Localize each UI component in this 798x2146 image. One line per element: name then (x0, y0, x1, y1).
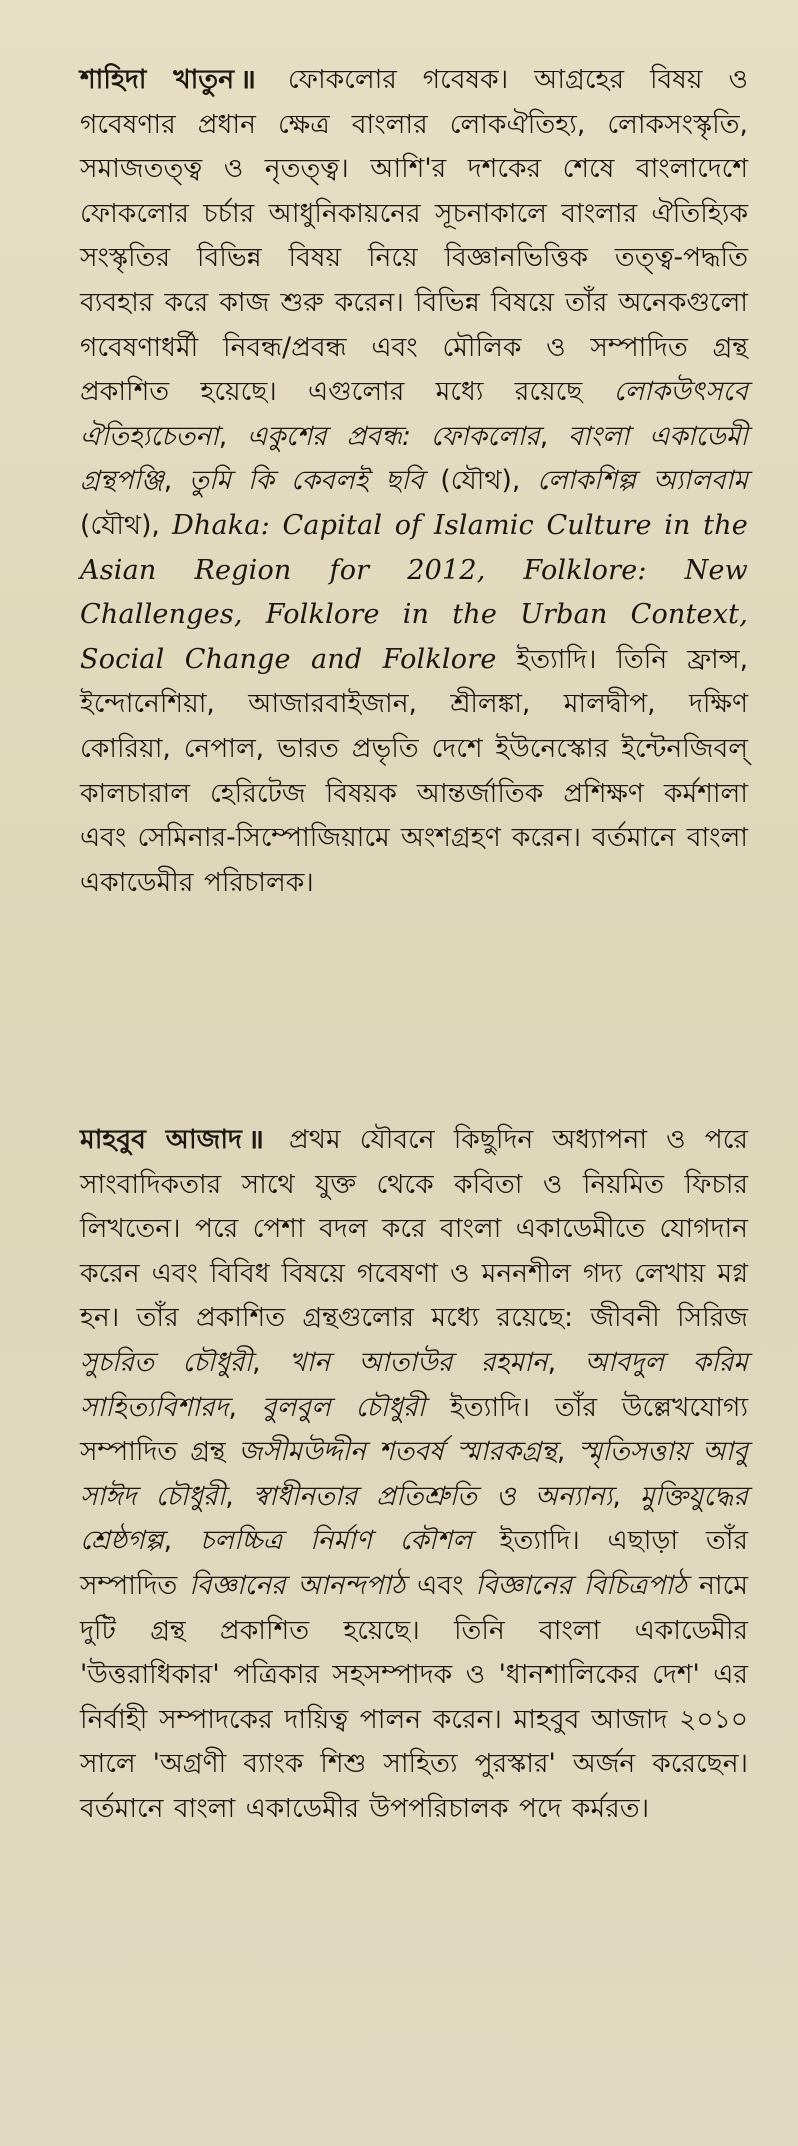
book-title: তুমি কি কেবলই ছবি (188, 465, 424, 497)
punctuation: , (225, 1480, 234, 1512)
conjunction: এবং (417, 1569, 464, 1601)
bio-outro: নামে দুটি গ্রন্থ প্রকাশিত হয়েছে। তিনি বাংলা একাডেমীর 'উত্তরাধিকার' পত্রিকার সহসম্পাদক ও 'ধানশালিকের দেশ' এর নির্বাহী সম্পাদকের দায়িত্ব পালন করেন। মাহবুব আজাদ ২০১০ সালে 'অগ্রণী ব্যাংক শিশু সাহিত্য পুরস্কার' অর্জন করেছেন। বর্তমানে বাংলা একাডেমীর উপপরিচালক পদে কর্মরত। (80, 1569, 748, 1824)
name-separator: ॥ (240, 64, 256, 95)
book-title: স্বাধীনতার প্রতিশ্রুতি ও অন্যান্য (252, 1480, 613, 1512)
bio-outro: ইত্যাদি। তিনি ফ্রান্স, ইন্দোনেশিয়া, আজারবাইজান, শ্রীলঙ্কা, মালদ্বীপ, দক্ষিণ কোরিয়া, নেপাল, ভারত প্রভৃতি দেশে ইউনেস্কোর ইন্টেনজিবল্ কালচারাল হেরিটেজ বিষয়ক আন্তর্জাতিক প্রশিক্ষণ কর্মশালা এবং সেমিনার-সিম্পোজিয়ামে অংশগ্রহণ করেন। বর্তমানে বাংলা একাডেমীর পরিচালক। (80, 643, 748, 898)
author-bio-mahbub-azad (80, 1118, 748, 1832)
book-title: লোকশিল্প অ্যালবাম (537, 465, 748, 497)
author-name: মাহবুব আজাদ (80, 1124, 242, 1155)
book-title: বুলবুল চৌধুরী (261, 1391, 426, 1423)
punctuation: , (218, 420, 228, 452)
book-title: একুশের প্রবন্ধ: ফোকলোর (247, 420, 540, 452)
book-title: স্মৃতিসত্তায় আবু সাঈদ চৌধুরী (80, 1436, 748, 1512)
author-name: শাহিদা খাতুন (80, 64, 235, 95)
book-title: জসীমউদ্দীন শতবর্ষ স্মারকগ্রন্থ (238, 1436, 557, 1468)
punctuation: , (163, 465, 173, 497)
punctuation: , (556, 1436, 566, 1468)
joint-note: (যৌথ), (440, 465, 521, 497)
bio-mid: ইত্যাদি। তাঁর উল্লেখযোগ্য সম্পাদিত গ্রন্থ (80, 1391, 748, 1468)
book-title: আবদুল করিম সাহিত্যবিশারদ (80, 1346, 748, 1423)
bio-paragraph (80, 58, 748, 905)
punctuation: , (228, 1391, 237, 1423)
book-title: চলচ্চিত্র নির্মাণ কৌশল (199, 1525, 472, 1557)
bio-intro: ফোকলোর গবেষক। আগ্রহের বিষয় ও গবেষণার প্রধান ক্ষেত্র বাংলার লোকঐতিহ্য, লোকসংস্কৃতি, সমাজতত্ত্ব ও নৃতত্ত্ব। আশি'র দশকের শেষে বাংলাদেশে ফোকলোর চর্চার আধুনিকায়নের সূচনাকালে বাংলার ঐতিহ্যিক সংস্কৃতির বিভিন্ন বিষয় নিয়ে বিজ্ঞানভিত্তিক তত্ত্ব-পদ্ধতি ব্যবহার করে কাজ শুরু করেন। বিভিন্ন বিষয়ে তাঁর অনেকগুলো গবেষণাধর্মী নিবন্ধ/প্রবন্ধ এবং মৌলিক ও সম্পাদিত গ্রন্থ প্রকাশিত হয়েছে। এগুলোর মধ্যে রয়েছে (80, 64, 748, 408)
book-title: মুক্তিযুদ্ধের শ্রেষ্ঠগল্প (80, 1480, 748, 1557)
joint-note: (যৌথ), (80, 509, 160, 541)
punctuation: , (612, 1480, 621, 1512)
book-title: খান আতাউর রহমান (289, 1346, 548, 1378)
book-title: বিজ্ঞানের বিচিত্রপাঠ (475, 1569, 688, 1601)
book-title: বিজ্ঞানের আনন্দপাঠ (189, 1569, 406, 1601)
punctuation: , (252, 1346, 261, 1378)
english-book-titles: Dhaka: Capital of Islamic Culture in the Asian Region for 2012, Folklore: New Challenges, Folklore in the Urban Context, Social Change and Folklore (80, 509, 748, 675)
book-title: বাংলা একাডেমী গ্রন্থপঞ্জি (80, 420, 748, 497)
bio-intro: প্রথম যৌবনে কিছুদিন অধ্যাপনা ও পরে সাংবাদিকতার সাথে যুক্ত থেকে কবিতা ও নিয়মিত ফিচার লিখতেন। পরে পেশা বদল করে বাংলা একাডেমীতে যোগদান করেন এবং বিবিধ বিষয়ে গবেষণা ও মননশীল গদ্য লেখায় মগ্ন হন। তাঁর প্রকাশিত গ্রন্থগুলোর মধ্যে রয়েছে: জীবনী সিরিজ (80, 1124, 748, 1334)
bio-mid: ইত্যাদি। এছাড়া তাঁর সম্পাদিত (80, 1525, 749, 1601)
book-title: সুচরিত চৌধুরী (80, 1346, 253, 1378)
author-bio-shahida-khatun (80, 58, 748, 905)
name-separator: ॥ (247, 1124, 264, 1155)
punctuation: , (163, 1525, 173, 1557)
book-title: লোকউৎসবে ঐতিহ্যচেতনা (80, 376, 748, 452)
punctuation: , (547, 1346, 557, 1378)
punctuation: , (539, 420, 549, 452)
bio-paragraph (80, 1118, 748, 1832)
